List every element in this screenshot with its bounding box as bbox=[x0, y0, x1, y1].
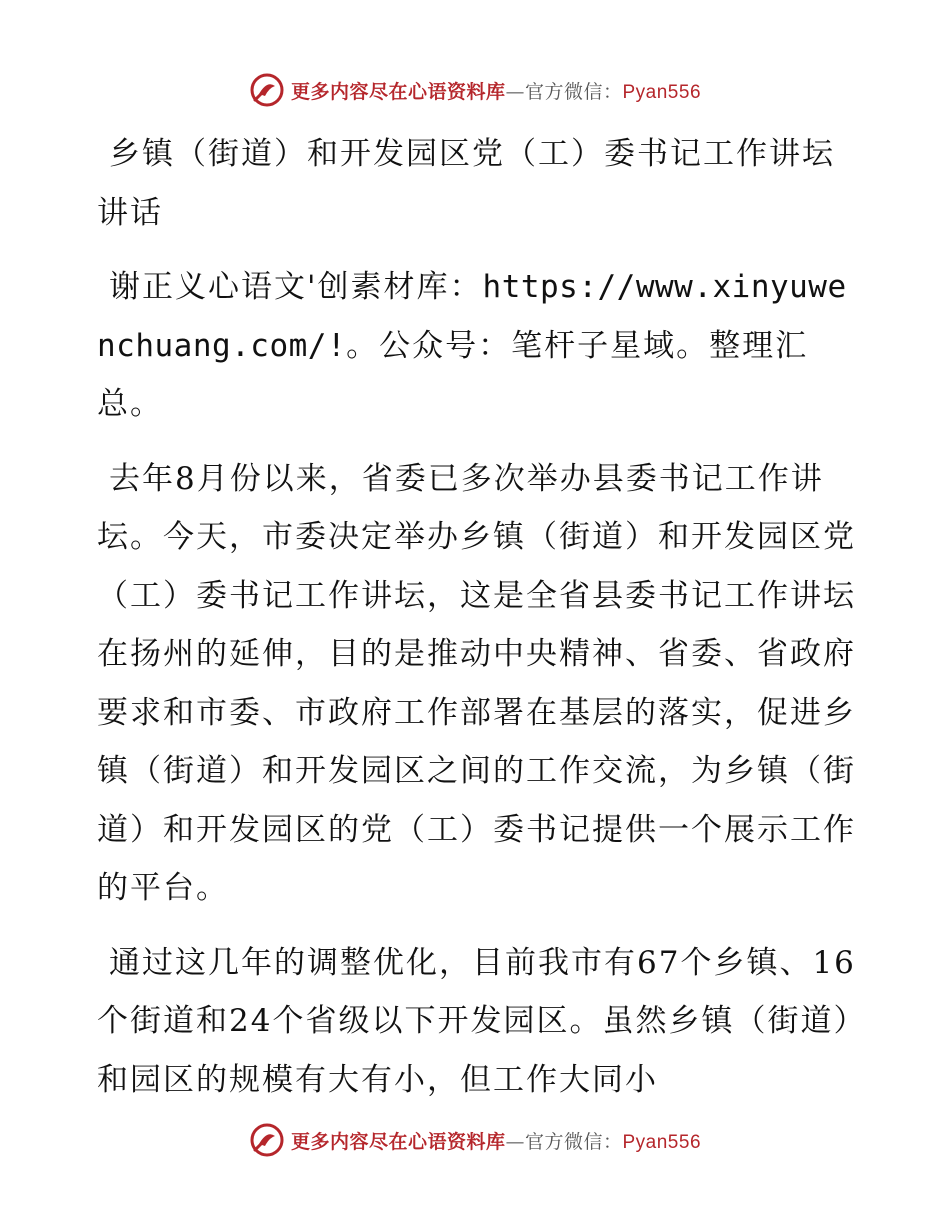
credit-url: https://www.xinyuwenchuang.com/! bbox=[97, 269, 847, 364]
xinyu-logo-icon bbox=[249, 72, 285, 108]
header-banner bbox=[0, 68, 950, 112]
banner-wechat-label: 官方微信： bbox=[524, 1130, 623, 1153]
banner-wechat-id: Pyan556 bbox=[622, 1131, 702, 1153]
credit-suffix: 。公众号：笔杆子星域。整理汇总。 bbox=[97, 327, 809, 422]
banner-wechat-id: Pyan556 bbox=[622, 81, 702, 103]
xinyu-logo-icon bbox=[249, 1122, 285, 1158]
banner-slogan: 更多内容尽在心语资料库 bbox=[290, 1130, 506, 1153]
footer-banner bbox=[0, 1118, 950, 1162]
banner-wechat-label: 官方微信： bbox=[524, 80, 623, 103]
banner-separator: — bbox=[505, 80, 525, 103]
banner-text bbox=[291, 77, 701, 104]
banner-separator: — bbox=[505, 1130, 525, 1153]
banner-text bbox=[291, 1127, 701, 1154]
banner-slogan: 更多内容尽在心语资料库 bbox=[290, 80, 506, 103]
document-title: 乡镇（街道）和开发园区党（工）委书记工作讲坛讲话 bbox=[97, 136, 835, 231]
paragraph-2: 通过这几年的调整优化，目前我市有67个乡镇、16个街道和24个省级以下开发园区。虽然乡镇（街道）和园区的规模有大有小，但工作大同小 bbox=[97, 944, 856, 1098]
document-body bbox=[97, 125, 857, 1109]
credit-line bbox=[97, 258, 857, 434]
paragraph-1: 去年8月份以来，省委已多次举办县委书记工作讲坛。今天，市委决定举办乡镇（街道）和开发园区党（工）委书记工作讲坛，这是全省县委书记工作讲坛在扬州的延伸，目的是推动中央精神、省委、省政府要求和市委、市政府工作部署在基层的落实，促进乡镇（街道）和开发园区之间的工作交流，为乡镇（街道）和开发园区的党（工）委书记提供一个展示工作的平台。 bbox=[97, 460, 856, 906]
credit-prefix: 谢正义心语文'创素材库： bbox=[109, 269, 483, 305]
